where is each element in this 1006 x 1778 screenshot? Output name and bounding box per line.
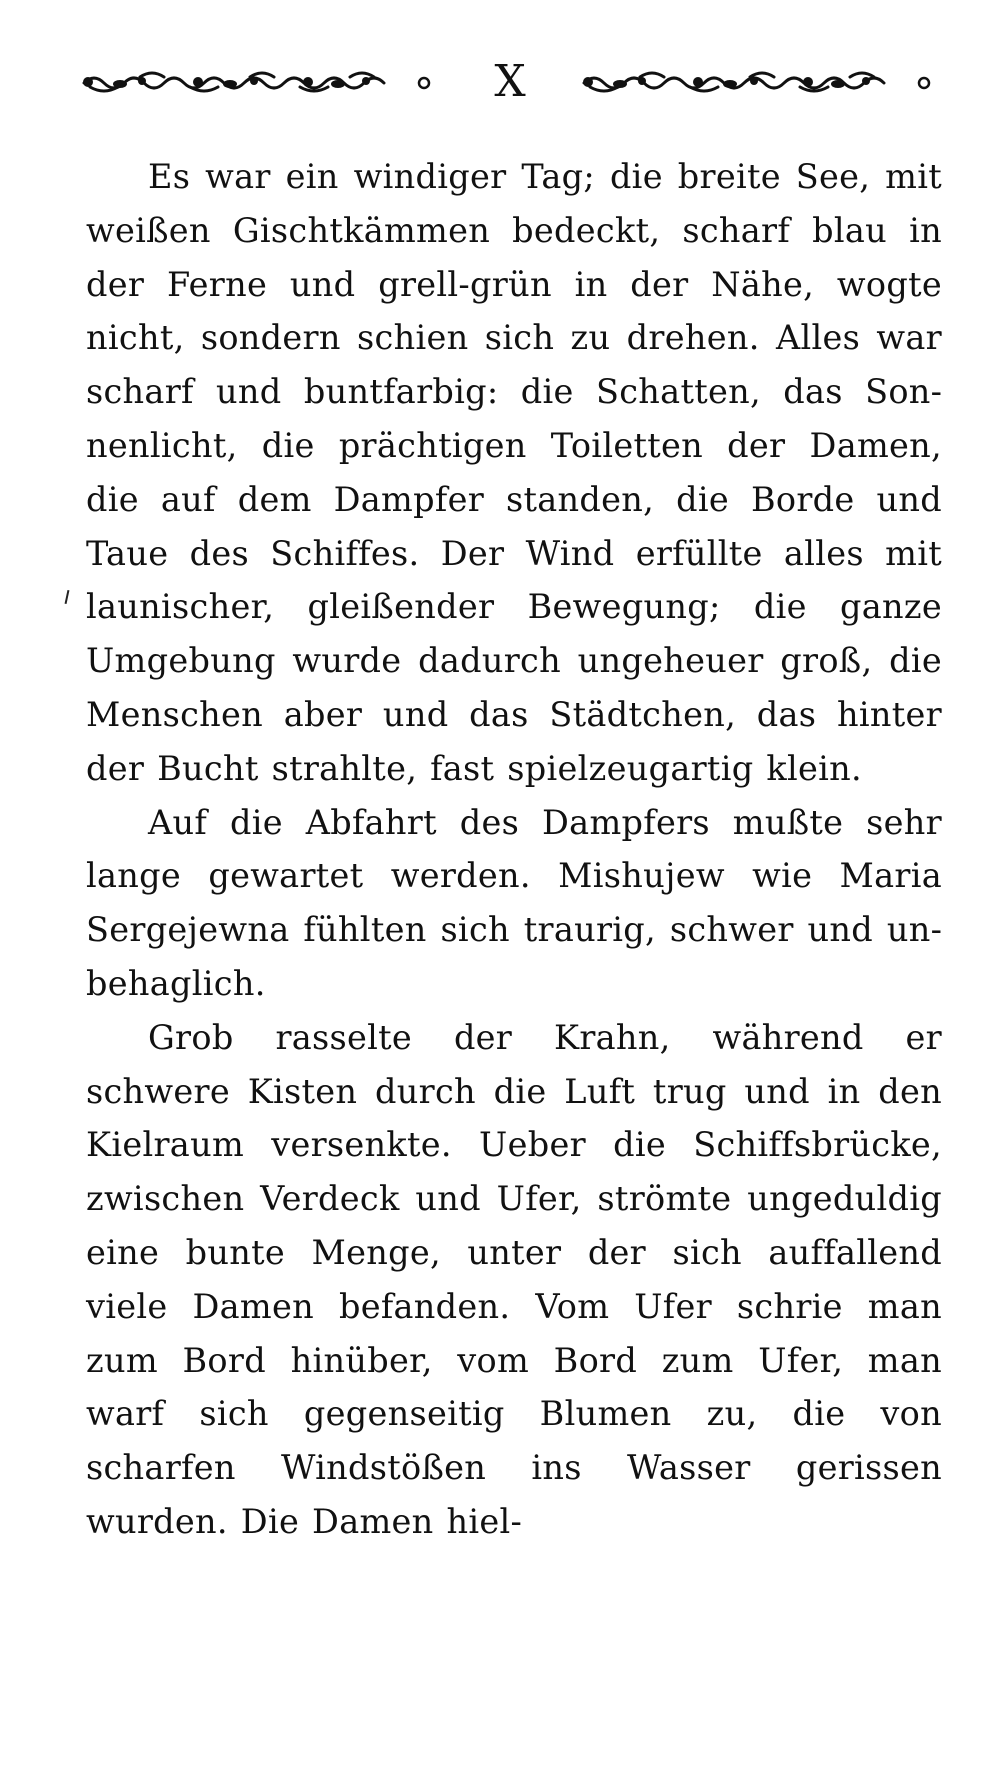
text-block <box>86 150 942 1549</box>
paragraph-3: Grob rasselte der Krahn, während er schwere Kisten durch die Luft trug und in den Kielraum versenkte. Ueber die Schiffsbrücke, zwischen Verdeck und Ufer, strömte ungeduldig eine bunte Menge, unter der sich auffallend viele Damen befanden. Vom Ufer schrie man zum Bord hinüber, vom Bord zum Ufer, man warf sich gegenseitig Blumen zu, die von scharfen Windstößen ins Wasser gerissen wurden. Die Damen hiel- <box>86 1017 942 1541</box>
paragraph-2: Auf die Abfahrt des Dampfers mußte sehr lange gewartet werden. Mishujew wie Maria Sergejewna fühlten sich traurig, schwer und unbehaglich. <box>86 802 942 1003</box>
stray-print-mark <box>65 590 70 604</box>
chapter-numeral: X <box>494 56 526 107</box>
page-header <box>80 52 940 112</box>
right-ornament-icon <box>580 67 940 97</box>
left-ornament-icon <box>80 67 440 97</box>
paragraph-1: Es war ein windiger Tag; die breite See, mit weißen Gischtkämmen bedeckt, scharf blau in der Ferne und grell-grün in der Nähe, wogte nicht, sondern schien sich zu drehen. Alles war scharf und buntfarbig: die Schatten, das Sonnenlicht, die prächtigen Toiletten der Damen, die auf dem Dampfer standen, die Borde und Taue des Schiffes. Der Wind erfüllte alles mit launischer, gleißender Bewegung; die ganze Umgebung wurde dadurch ungeheuer groß, die Menschen aber und das Städtchen, das hinter der Bucht strahlte, fast spielzeugartig klein. <box>86 157 942 788</box>
